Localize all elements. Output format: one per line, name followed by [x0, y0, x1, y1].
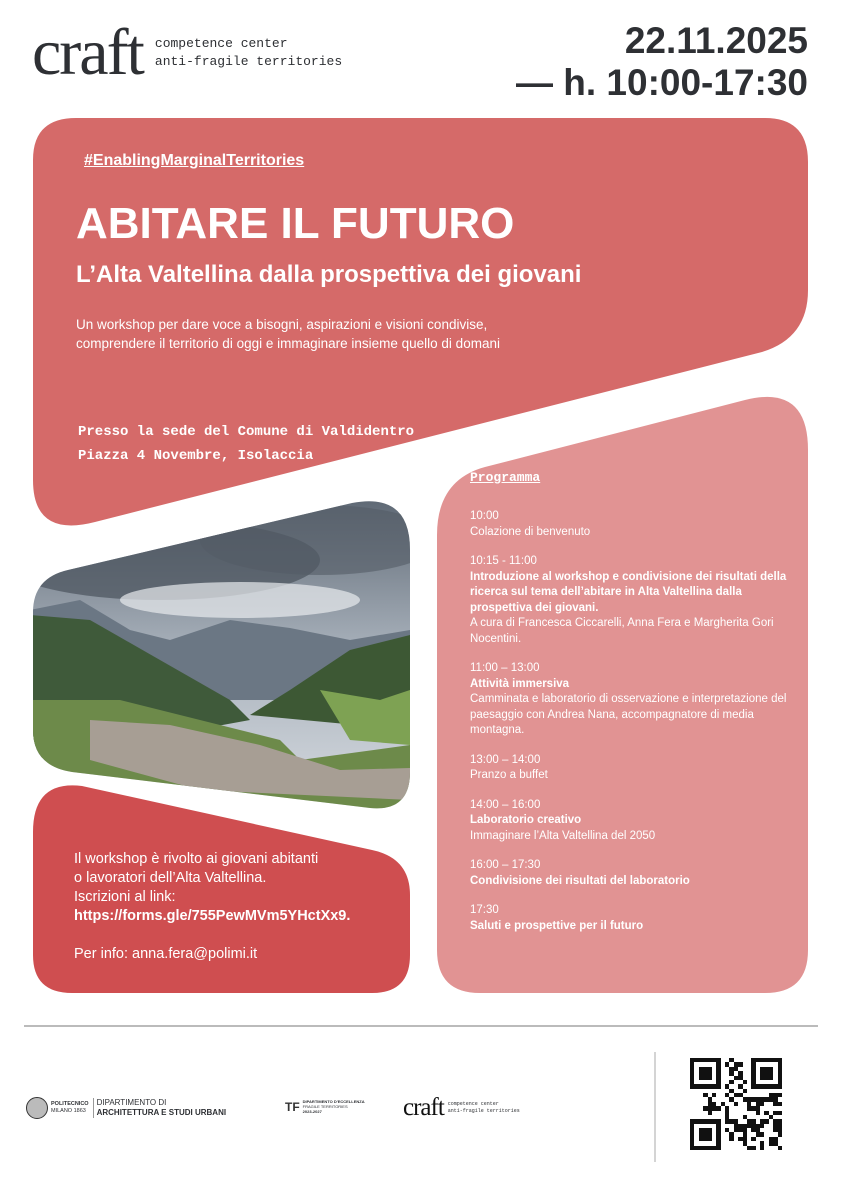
polimi-seal-icon	[26, 1097, 48, 1119]
program-item	[470, 509, 790, 540]
logo-tagline-1: competence center	[154, 36, 288, 51]
program-item-bold: Condivisione dei risultati del laboratorio	[470, 874, 690, 887]
program-item-time: 13:00 – 14:00	[470, 753, 541, 766]
registration-link[interactable]: https://forms.gle/755PewMVm5YHctXx9.	[74, 908, 351, 924]
program-item-time: 11:00 – 13:00	[470, 662, 540, 674]
dept-line-2: ARCHITETTURA E STUDI URBANI	[96, 1108, 227, 1117]
program-list	[470, 509, 790, 948]
craft-footer-wordmark: craft	[403, 1094, 444, 1121]
excellence-line-2: FRAGILE TERRITORIES	[302, 1104, 348, 1109]
info-text	[74, 850, 404, 964]
valley-photo	[0, 490, 440, 820]
program-item	[470, 858, 790, 889]
program-item	[470, 753, 790, 784]
program-item-time: 14:00 – 16:00	[470, 798, 541, 811]
excellence-line-3: 2023-2027	[302, 1109, 322, 1114]
program-heading: Programma	[470, 470, 541, 485]
dept-line-1: DIPARTIMENTO DI	[96, 1098, 167, 1107]
subtitle: L’Alta Valtellina dalla prospettiva dei giovani	[76, 261, 582, 288]
event-date: 22.11.2025	[624, 20, 808, 61]
program-item	[470, 798, 790, 845]
qr-module	[778, 1146, 782, 1150]
program-item-time: 16:00 – 17:30	[470, 859, 541, 871]
hashtag: #EnablingMarginalTerritories	[84, 152, 305, 169]
info-line: o lavoratori dell’Alta Valtellina.	[74, 870, 267, 886]
program-item-time: 10:15 - 11:00	[470, 555, 537, 567]
info-line: Il workshop è rivolto ai giovani abitanti	[74, 851, 319, 867]
logo-tagline-2: anti-fragile territories	[154, 54, 343, 69]
program-item-bold: Laboratorio creativo	[470, 814, 582, 826]
info-line: Iscrizioni al link:	[74, 889, 176, 905]
description	[76, 315, 500, 353]
craft-footer-tagline-1: competence center	[447, 1101, 499, 1107]
program-item-text: Camminata e laboratorio di osservazione e interpretazione del paesaggio con Andrea Nana, accompagnatore di media montagna.	[470, 693, 787, 736]
address-line: Presso la sede del Comune di Valdidentro	[78, 424, 415, 440]
program-item-bold: Saluti e prospettive per il futuro	[470, 919, 644, 932]
program-item-bold: Introduzione al workshop e condivisione dei risultati della ricerca sul tema dell’abitare in Alta Valtellina dalla prospettiva dei giovani.	[470, 570, 787, 614]
page-title: ABITARE IL FUTURO	[76, 199, 515, 248]
excellence-logo	[285, 1099, 365, 1114]
program-item-text: A cura di Francesca Ciccarelli, Anna Fera e Margherita Gori Nocentini.	[470, 617, 774, 645]
program-item	[470, 661, 790, 739]
event-time: — h. 10:00-17:30	[515, 62, 808, 103]
program-item	[470, 903, 790, 934]
qr-code[interactable]	[690, 1058, 782, 1150]
craft-logo: craft competence center anti-fragile territories	[32, 16, 343, 89]
excellence-line-1: DIPARTIMENTO D'ECCELLENZA	[302, 1099, 365, 1104]
event-datetime	[516, 20, 808, 104]
polimi-year: MILANO 1863	[51, 1108, 86, 1114]
description-line: Un workshop per dare voce a bisogni, aspirazioni e visioni condivise,	[76, 317, 488, 332]
tf-icon: TF	[285, 1099, 300, 1114]
craft-footer-tagline-2: anti-fragile territories	[447, 1108, 520, 1114]
program-item-text: Colazione di benvenuto	[470, 525, 591, 538]
polimi-logo	[26, 1097, 226, 1119]
craft-footer-logo	[403, 1094, 520, 1122]
program-item-time: 10:00	[470, 510, 499, 522]
venue-address	[78, 420, 414, 468]
program-item	[470, 554, 790, 647]
address-line: Piazza 4 Novembre, Isolaccia	[78, 448, 314, 464]
program-item-time: 17:30	[470, 904, 499, 916]
program-item-bold: Attività immersiva	[470, 677, 570, 690]
description-line: comprendere il territorio di oggi e immaginare insieme quello di domani	[76, 336, 500, 351]
polimi-name: POLITECNICO	[51, 1101, 89, 1107]
contact-email[interactable]: Per info: anna.fera@polimi.it	[74, 946, 258, 962]
program-item-text: Immaginare l’Alta Valtellina del 2050	[470, 829, 656, 842]
program-item-text: Pranzo a buffet	[470, 769, 548, 781]
